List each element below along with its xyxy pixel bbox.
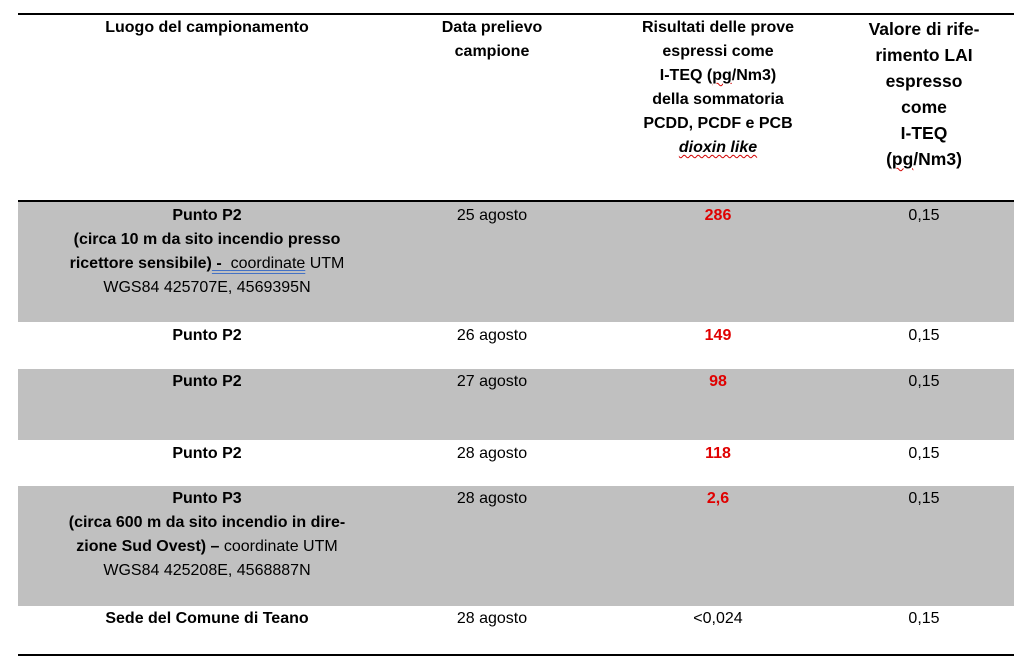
header-results-line4: della sommatoria	[652, 91, 784, 108]
header-results-line6: dioxin like	[678, 139, 758, 156]
header-results-unit-pg: pg	[712, 67, 732, 84]
place-coordinate-rest: UTM	[305, 255, 345, 272]
header-date-line2: campione	[454, 43, 530, 60]
table-row	[18, 369, 1014, 440]
header-reference-line1: Valore di rife-	[868, 19, 980, 39]
place-detail-bold: ricettore sensibile)	[69, 255, 212, 272]
result-cell: 118	[705, 445, 731, 462]
header-reference-unit-suffix: /Nm3)	[913, 149, 962, 169]
reference-cell: 0,15	[908, 610, 940, 627]
place-title: Punto P2	[172, 207, 242, 224]
place-coordinate-values: WGS84 425208E, 4568887N	[103, 562, 311, 579]
table-row	[18, 486, 1014, 606]
table-top-rule	[18, 13, 1014, 15]
header-reference-line2: rimento LAI	[875, 45, 973, 65]
header-place	[18, 16, 396, 40]
place-detail-line2	[18, 252, 396, 276]
place-title: Punto P2	[172, 327, 242, 344]
header-results-line3	[622, 64, 814, 88]
place-title: Punto P2	[172, 373, 242, 390]
reference-cell: 0,15	[908, 445, 940, 462]
reference-cell: 0,15	[908, 327, 940, 344]
place-title: Punto P3	[172, 490, 242, 507]
reference-cell: 0,15	[908, 207, 940, 224]
place-coordinate-values: WGS84 425707E, 4569395N	[103, 279, 311, 296]
date-cell: 26 agosto	[456, 327, 528, 344]
reference-cell: 0,15	[908, 490, 940, 507]
header-reference-line6	[826, 146, 1022, 172]
date-cell: 28 agosto	[456, 610, 528, 627]
date-cell: 27 agosto	[456, 373, 528, 390]
result-cell: 149	[704, 327, 732, 344]
table-row	[18, 202, 1014, 322]
place-detail-line1: (circa 10 m da sito incendio presso	[73, 231, 341, 248]
place-title: Punto P2	[172, 445, 242, 462]
table-row	[18, 606, 1014, 654]
table-header	[18, 16, 1014, 200]
result-cell: <0,024	[693, 610, 743, 627]
result-cell: 2,6	[706, 490, 730, 507]
place-cell	[18, 204, 396, 300]
reference-cell: 0,15	[908, 373, 940, 390]
place-title: Sede del Comune di Teano	[105, 610, 309, 627]
date-cell: 28 agosto	[456, 490, 528, 507]
table-row	[18, 440, 1014, 486]
place-detail-bold: zione Sud Ovest) –	[76, 538, 220, 555]
place-coordinate-word: coordinate	[230, 255, 306, 272]
place-coordinate-rest: coordinate UTM	[219, 538, 338, 555]
header-results-line1: Risultati delle prove	[641, 19, 795, 36]
header-results-unit-prefix: I-TEQ (	[659, 67, 713, 84]
table-row	[18, 322, 1014, 369]
header-reference-line5: I-TEQ	[900, 123, 948, 143]
header-reference-unit-prefix: (	[886, 149, 892, 169]
header-place-text: Luogo del campionamento	[105, 19, 309, 36]
place-detail-line2	[18, 535, 396, 559]
result-cell: 286	[704, 207, 732, 224]
table-bottom-rule	[18, 654, 1014, 656]
place-detail-line1: (circa 600 m da sito incendio in dire-	[68, 514, 346, 531]
date-cell: 28 agosto	[456, 445, 528, 462]
result-cell: 98	[709, 373, 727, 390]
header-date	[396, 16, 588, 64]
place-cell	[18, 487, 396, 583]
header-reference-line4: come	[901, 97, 947, 117]
date-cell: 25 agosto	[456, 207, 528, 224]
header-results-line5: PCDD, PCDF e PCB	[643, 115, 793, 132]
place-dash: -	[211, 255, 231, 272]
header-reference-unit-pg: pg	[891, 149, 914, 169]
header-reference-line3: espresso	[885, 71, 963, 91]
header-reference	[826, 16, 1022, 172]
header-results-line2: espressi come	[662, 43, 774, 60]
header-date-line1: Data prelievo	[441, 19, 543, 36]
header-results-unit-suffix: /Nm3)	[731, 67, 777, 84]
header-results	[622, 16, 814, 160]
